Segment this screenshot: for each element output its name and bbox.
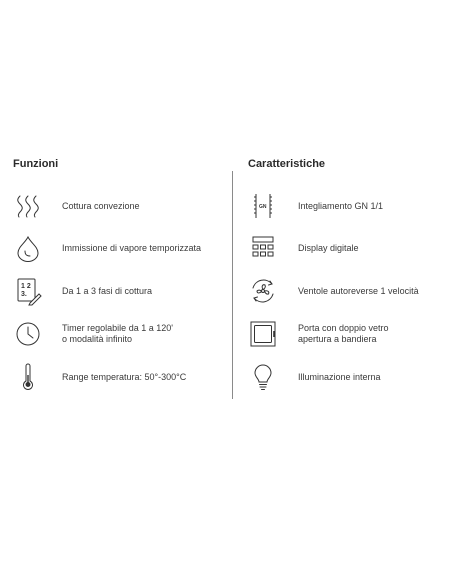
- steam-drop-icon: [13, 233, 43, 263]
- column-divider: [232, 171, 233, 399]
- feature-row: [248, 233, 359, 263]
- features-heading: Caratteristiche: [248, 158, 326, 170]
- gn-icon-text: GN: [259, 204, 267, 210]
- cooking-phases-icon: [13, 276, 43, 306]
- feature-label: Ventole autoreverse 1 velocità: [298, 285, 419, 296]
- feature-label: Cottura convezione: [62, 200, 140, 211]
- feature-row: [13, 362, 186, 392]
- svg-text:1 2: 1 2: [21, 283, 31, 290]
- feature-label: Integliamento GN 1/1: [298, 200, 384, 211]
- feature-label: Immissione di vapore temporizzata: [62, 242, 202, 253]
- clock-icon: [13, 319, 43, 349]
- feature-row: [248, 319, 389, 349]
- feature-label: Range temperatura: 50°-300°C: [62, 371, 187, 382]
- reversible-fan-icon: [248, 276, 278, 306]
- feature-row: [248, 276, 419, 306]
- oven-door-icon: [248, 319, 278, 349]
- feature-label: Da 1 a 3 fasi di cottura: [62, 285, 153, 296]
- feature-label: Timer regolabile da 1 a 120' o modalità infinito: [62, 323, 173, 344]
- digital-display-icon: [248, 233, 278, 263]
- thermometer-icon: [13, 362, 43, 392]
- feature-label: Illuminazione interna: [298, 371, 381, 382]
- feature-label: Display digitale: [298, 242, 359, 253]
- feature-row: [248, 362, 381, 392]
- feature-row: [248, 191, 383, 221]
- svg-text:3.: 3.: [21, 291, 27, 298]
- feature-row: [13, 276, 152, 306]
- feature-label: Porta con doppio vetro apertura a bandiera: [298, 323, 389, 344]
- light-bulb-icon: [248, 362, 278, 392]
- feature-row: [13, 233, 201, 263]
- convection-waves-icon: [13, 191, 43, 221]
- functions-heading: Funzioni: [13, 158, 59, 170]
- feature-row: [13, 319, 173, 349]
- gn-tray-icon: [248, 191, 278, 221]
- feature-row: [13, 191, 140, 221]
